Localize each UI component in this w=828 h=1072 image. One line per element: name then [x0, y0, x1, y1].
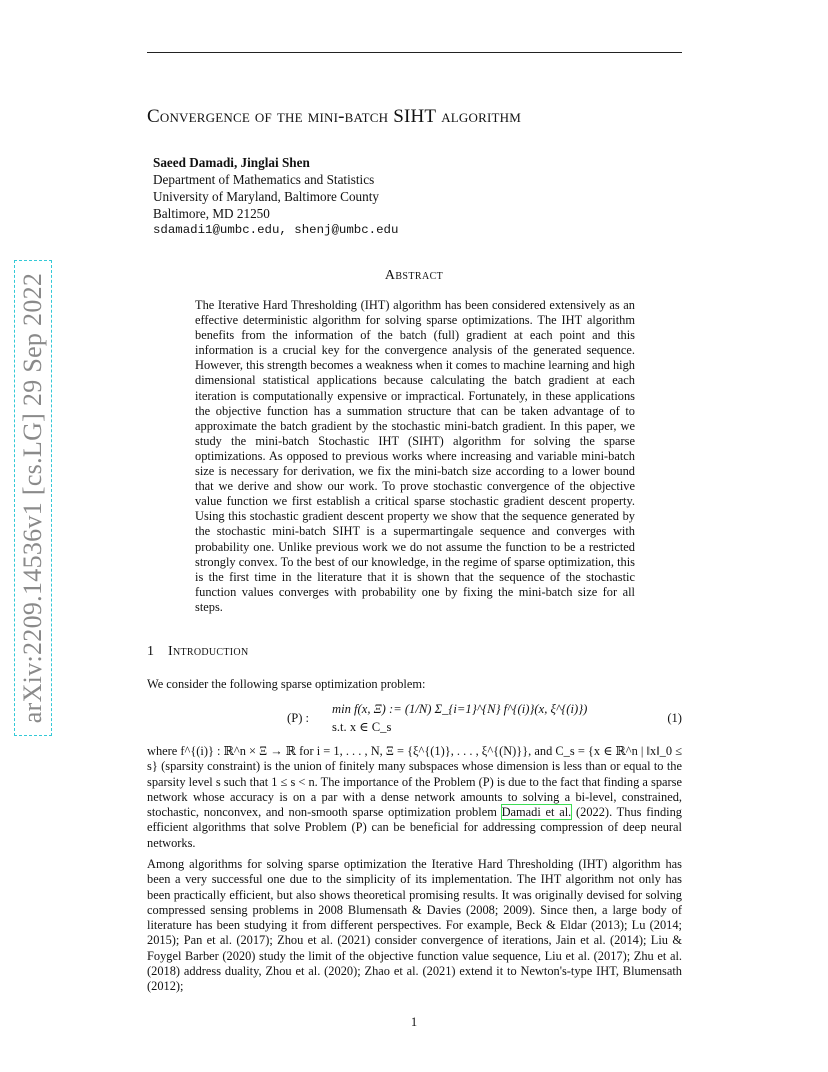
title-suffix: algorithm — [436, 106, 521, 127]
intro-paragraph-1: We consider the following sparse optimization problem: — [147, 677, 426, 691]
abstract-body: The Iterative Hard Thresholding (IHT) algorithm has been considered extensively as an effective deterministic algorithm for solving sparse optimizations. The IHT algorithm benefits from the information of the batch (full) gradient at each point and this information is a crucial key for the convergence analysis of the generated sequence. However, this strength becomes a weakness when it comes to machine learning and high dimensional statistical applications because calculating the batch gradient at each iteration is computationally expensive or impractical. Fortunately, in these applications the objective function has a summation structure that can be taken advantage of to approximate the batch gradient by the stochastic mini-batch gradient. In this paper, we study the mini-batch Stochastic IHT (SIHT) algorithm for solving the sparse optimizations. As opposed to previous works where increasing and variable mini-batch size is necessary for derivation, we fix the mini-batch size according to a lower bound that we derive and show our work. To prove stochastic convergence of the objective value function we first establish a critical sparse stochastic gradient descent property. Using this stochastic gradient descent property we show that the sequence generated by the stochastic mini-batch SIHT is a supermartingale sequence and converges with probability one. Unlike previous work we do not assume the function to be a restricted strongly convex. To the best of our knowledge, in the regime of sparse optimization, this is the first time in the literature that it is shown that the sequence of the stochastic function values converges with probability one by fixing the mini-batch size for all steps. — [195, 298, 635, 614]
citation-damadi[interactable]: Damadi et al. — [501, 805, 572, 820]
equation-number: (1) — [667, 711, 682, 725]
intro-paragraph-3: Among algorithms for solving sparse optimization the Iterative Hard Thresholding (IHT) algorithm has been a very successful one due to the simplicity of its implementation. The IHT algorithm not only has been practically efficient, but also shows theoretical promising results. It was originally devised for solving compressed sensing problems in 2008 Blumensath & Davies (2008; 2009). Since then, a large body of literature has been studying it from different perspectives. For example, Beck & Eldar (2013); Lu (2014; 2015); Pan et al. (2017); Zhou et al. (2021) consider convergence of iterations, Jain et al. (2014); Liu & Foygel Barber (2020) study the limit of the objective function value sequence, Liu et al. (2017); Zhu et al. (2018) address duality, Zhou et al. (2020); Zhao et al. (2021) extend it to Newton's-type IHT, Blumensath (2012); — [147, 857, 682, 994]
p2-text-b: . Thus finding efficient algorithms that solve Problem (P) can be beneficial for addressing compression of deep neural networks. — [147, 805, 682, 850]
section-number: 1 — [147, 644, 154, 659]
affiliation-line-2: University of Maryland, Baltimore County — [153, 189, 379, 204]
equation-label: (P) : — [287, 711, 310, 725]
section-heading — [147, 644, 248, 660]
intro-paragraph-2 — [147, 744, 682, 851]
affiliation-line-1: Department of Mathematics and Statistics — [153, 172, 375, 187]
paper-title — [147, 106, 521, 128]
author-block — [153, 154, 398, 239]
author-names: Saeed Damadi, Jinglai Shen — [153, 155, 310, 170]
equation-1 — [147, 702, 682, 738]
title-prefix: Convergence of the mini-batch — [147, 106, 394, 127]
equation-objective: min f(x, Ξ) := (1/N) Σ_{i=1}^{N} f^{(i)}(x, ξ^{(i)}) — [332, 702, 588, 716]
citation-damadi-year[interactable]: (2022) — [576, 805, 610, 820]
arxiv-stamp-link[interactable] — [14, 260, 52, 736]
p2-text-a: where f^{(i)} : ℝ^n × Ξ → ℝ for i = 1, . . . , N, Ξ = {ξ^{(1)}, . . . , ξ^{(N)}}, and C_s = {x ∈ ℝ^n | ‖x‖_0 ≤ s} (sparsity constraint) is the union of finitely many subspaces whose dimension is less than or equal to the sparsity level s such that 1 ≤ s < n. The importance of the Problem (P) is due to the fact that finding a sparse network whose accuracy is on a par with a dense network amounts to solving a bi-level, constrained, stochastic, nonconvex, and non-smooth sparse optimization problem — [147, 744, 682, 820]
equation-constraint: s.t. x ∈ C_s — [332, 720, 392, 734]
arxiv-stamp-text: arXiv:2209.14536v1 [cs.LG] 29 Sep 2022 — [18, 272, 47, 724]
title-acronym: SIHT — [393, 106, 437, 127]
page-number: 1 — [410, 1015, 418, 1029]
section-title: Introduction — [168, 644, 249, 659]
affiliation-line-3: Baltimore, MD 21250 — [153, 206, 270, 221]
top-rule — [147, 52, 682, 53]
author-emails[interactable]: sdamadi1@umbc.edu, shenj@umbc.edu — [153, 223, 399, 237]
abstract-heading: Abstract — [384, 268, 444, 283]
